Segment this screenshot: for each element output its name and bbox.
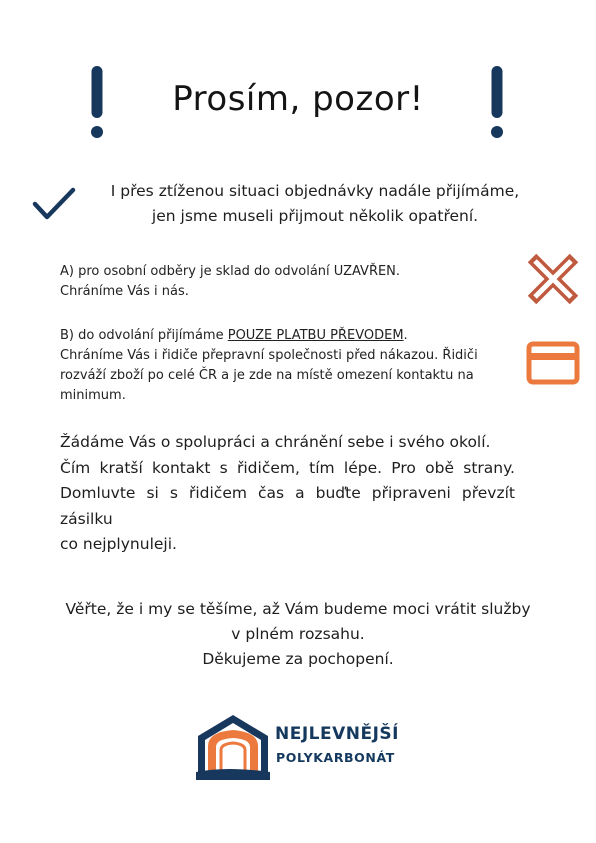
point-a-line-2: Chráníme Vás i nás. bbox=[60, 284, 189, 299]
point-a bbox=[60, 262, 510, 302]
brand-name-line-1: NEJLEVNĚJŠÍ bbox=[275, 724, 400, 744]
request-line-2: Čím kratší kontakt s řidičem, tím lépe. Pro obě strany. bbox=[60, 458, 515, 477]
closing-text bbox=[40, 597, 556, 672]
point-a-line-1: A) pro osobní odběry je sklad do odvolání UZAVŘEN. bbox=[60, 264, 401, 279]
request-paragraph bbox=[60, 430, 515, 558]
point-b-line-2: Chráníme Vás i řidiče přepravní společnosti před nákazou. Řidiči bbox=[60, 348, 478, 363]
point-b-line-4: minimum. bbox=[60, 388, 126, 403]
credit-card-icon bbox=[526, 340, 580, 386]
closing-line-3: Děkujeme za pochopení. bbox=[202, 650, 394, 668]
payment-emphasis: POUZE PLATBU PŘEVODEM bbox=[227, 328, 404, 343]
request-line-3: Domluvte si s řidičem čas a buďte připraveni převzít zásilku bbox=[60, 484, 515, 528]
closing-line-2: v plném rozsahu. bbox=[231, 625, 365, 643]
intro-line-2: jen jsme museli přijmout několik opatření. bbox=[151, 207, 479, 225]
point-b-line-1 bbox=[60, 326, 510, 346]
house-roof-logo bbox=[196, 712, 270, 780]
request-line-4: co nejplynuleji. bbox=[60, 535, 177, 553]
point-b-prefix: B) do odvolání přijímáme bbox=[60, 328, 228, 343]
point-b-line-3: rozváží zboží po celé ČR a je zde na místě omezení kontaktu na bbox=[60, 368, 474, 383]
exclamation-right-icon bbox=[487, 66, 507, 141]
exclamation-left-icon bbox=[87, 66, 107, 141]
point-b bbox=[60, 326, 510, 406]
page-title: Prosím, pozor! bbox=[172, 79, 424, 119]
checkmark-icon bbox=[32, 186, 76, 222]
intro-text bbox=[80, 179, 550, 229]
intro-line-1: I přes ztíženou situaci objednávky nadále přijímáme, bbox=[110, 182, 520, 200]
point-b-suffix: . bbox=[403, 328, 408, 343]
brand-name-line-2: POLYKARBONÁT bbox=[276, 750, 395, 765]
cross-icon bbox=[526, 252, 580, 306]
closing-line-1: Věřte, že i my se těšíme, až Vám budeme moci vrátit služby bbox=[65, 600, 531, 618]
request-line-1: Žádáme Vás o spolupráci a chránění sebe i svého okolí. bbox=[60, 433, 491, 451]
